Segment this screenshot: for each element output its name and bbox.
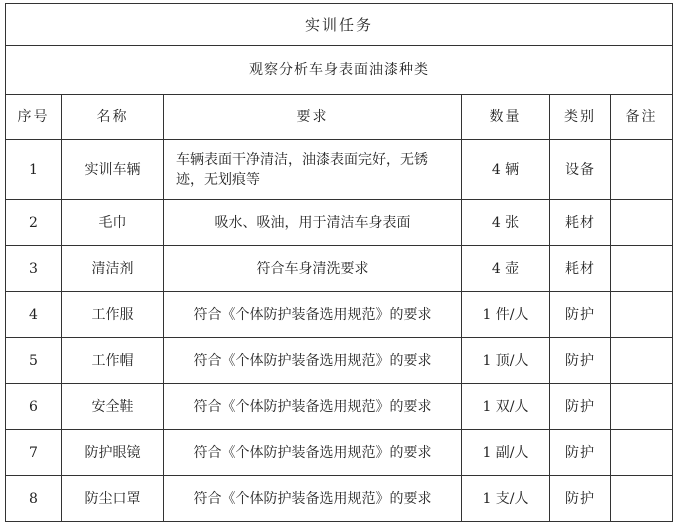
header-requirement: 要求 <box>164 95 462 140</box>
cell-name: 工作服 <box>62 292 164 338</box>
cell-note <box>611 292 673 338</box>
training-task-table <box>5 3 673 522</box>
cell-category: 防护 <box>550 476 611 522</box>
table-row <box>6 384 673 430</box>
table-subtitle: 观察分析车身表面油漆种类 <box>6 46 673 95</box>
cell-category: 防护 <box>550 430 611 476</box>
cell-quantity: 4 壶 <box>462 246 550 292</box>
cell-quantity: 1 支/人 <box>462 476 550 522</box>
cell-name: 防尘口罩 <box>62 476 164 522</box>
header-name: 名称 <box>62 95 164 140</box>
cell-name: 安全鞋 <box>62 384 164 430</box>
header-quantity: 数量 <box>462 95 550 140</box>
cell-requirement: 符合《个体防护装备选用规范》的要求 <box>164 476 462 522</box>
cell-index: 1 <box>6 140 62 200</box>
table-row <box>6 430 673 476</box>
header-row <box>6 95 673 140</box>
cell-name: 防护眼镜 <box>62 430 164 476</box>
cell-requirement: 车辆表面干净清洁，油漆表面完好，无锈迹，无划痕等 <box>164 140 462 200</box>
cell-name: 工作帽 <box>62 338 164 384</box>
cell-category: 设备 <box>550 140 611 200</box>
cell-category: 防护 <box>550 384 611 430</box>
cell-index: 2 <box>6 200 62 246</box>
header-category: 类别 <box>550 95 611 140</box>
cell-index: 8 <box>6 476 62 522</box>
cell-name: 毛巾 <box>62 200 164 246</box>
cell-note <box>611 140 673 200</box>
cell-category: 耗材 <box>550 246 611 292</box>
table-row <box>6 338 673 384</box>
cell-index: 4 <box>6 292 62 338</box>
cell-requirement: 符合车身清洗要求 <box>164 246 462 292</box>
cell-requirement: 符合《个体防护装备选用规范》的要求 <box>164 292 462 338</box>
cell-quantity: 4 张 <box>462 200 550 246</box>
cell-index: 3 <box>6 246 62 292</box>
table-row <box>6 140 673 200</box>
cell-note <box>611 200 673 246</box>
cell-index: 5 <box>6 338 62 384</box>
table-row <box>6 292 673 338</box>
cell-index: 7 <box>6 430 62 476</box>
cell-note <box>611 430 673 476</box>
cell-quantity: 1 副/人 <box>462 430 550 476</box>
header-index: 序号 <box>6 95 62 140</box>
cell-note <box>611 384 673 430</box>
header-note: 备注 <box>611 95 673 140</box>
cell-quantity: 1 双/人 <box>462 384 550 430</box>
cell-note <box>611 476 673 522</box>
table-title: 实训任务 <box>6 4 673 46</box>
cell-requirement: 符合《个体防护装备选用规范》的要求 <box>164 384 462 430</box>
cell-requirement: 符合《个体防护装备选用规范》的要求 <box>164 338 462 384</box>
cell-note <box>611 246 673 292</box>
cell-requirement: 符合《个体防护装备选用规范》的要求 <box>164 430 462 476</box>
cell-note <box>611 338 673 384</box>
cell-quantity: 1 顶/人 <box>462 338 550 384</box>
title-row <box>6 4 673 46</box>
cell-name: 实训车辆 <box>62 140 164 200</box>
table-row <box>6 246 673 292</box>
cell-category: 防护 <box>550 292 611 338</box>
cell-quantity: 1 件/人 <box>462 292 550 338</box>
cell-name: 清洁剂 <box>62 246 164 292</box>
cell-category: 耗材 <box>550 200 611 246</box>
subtitle-row <box>6 46 673 95</box>
cell-requirement: 吸水、吸油，用于清洁车身表面 <box>164 200 462 246</box>
cell-category: 防护 <box>550 338 611 384</box>
cell-index: 6 <box>6 384 62 430</box>
table-row <box>6 200 673 246</box>
table-row <box>6 476 673 522</box>
cell-quantity: 4 辆 <box>462 140 550 200</box>
